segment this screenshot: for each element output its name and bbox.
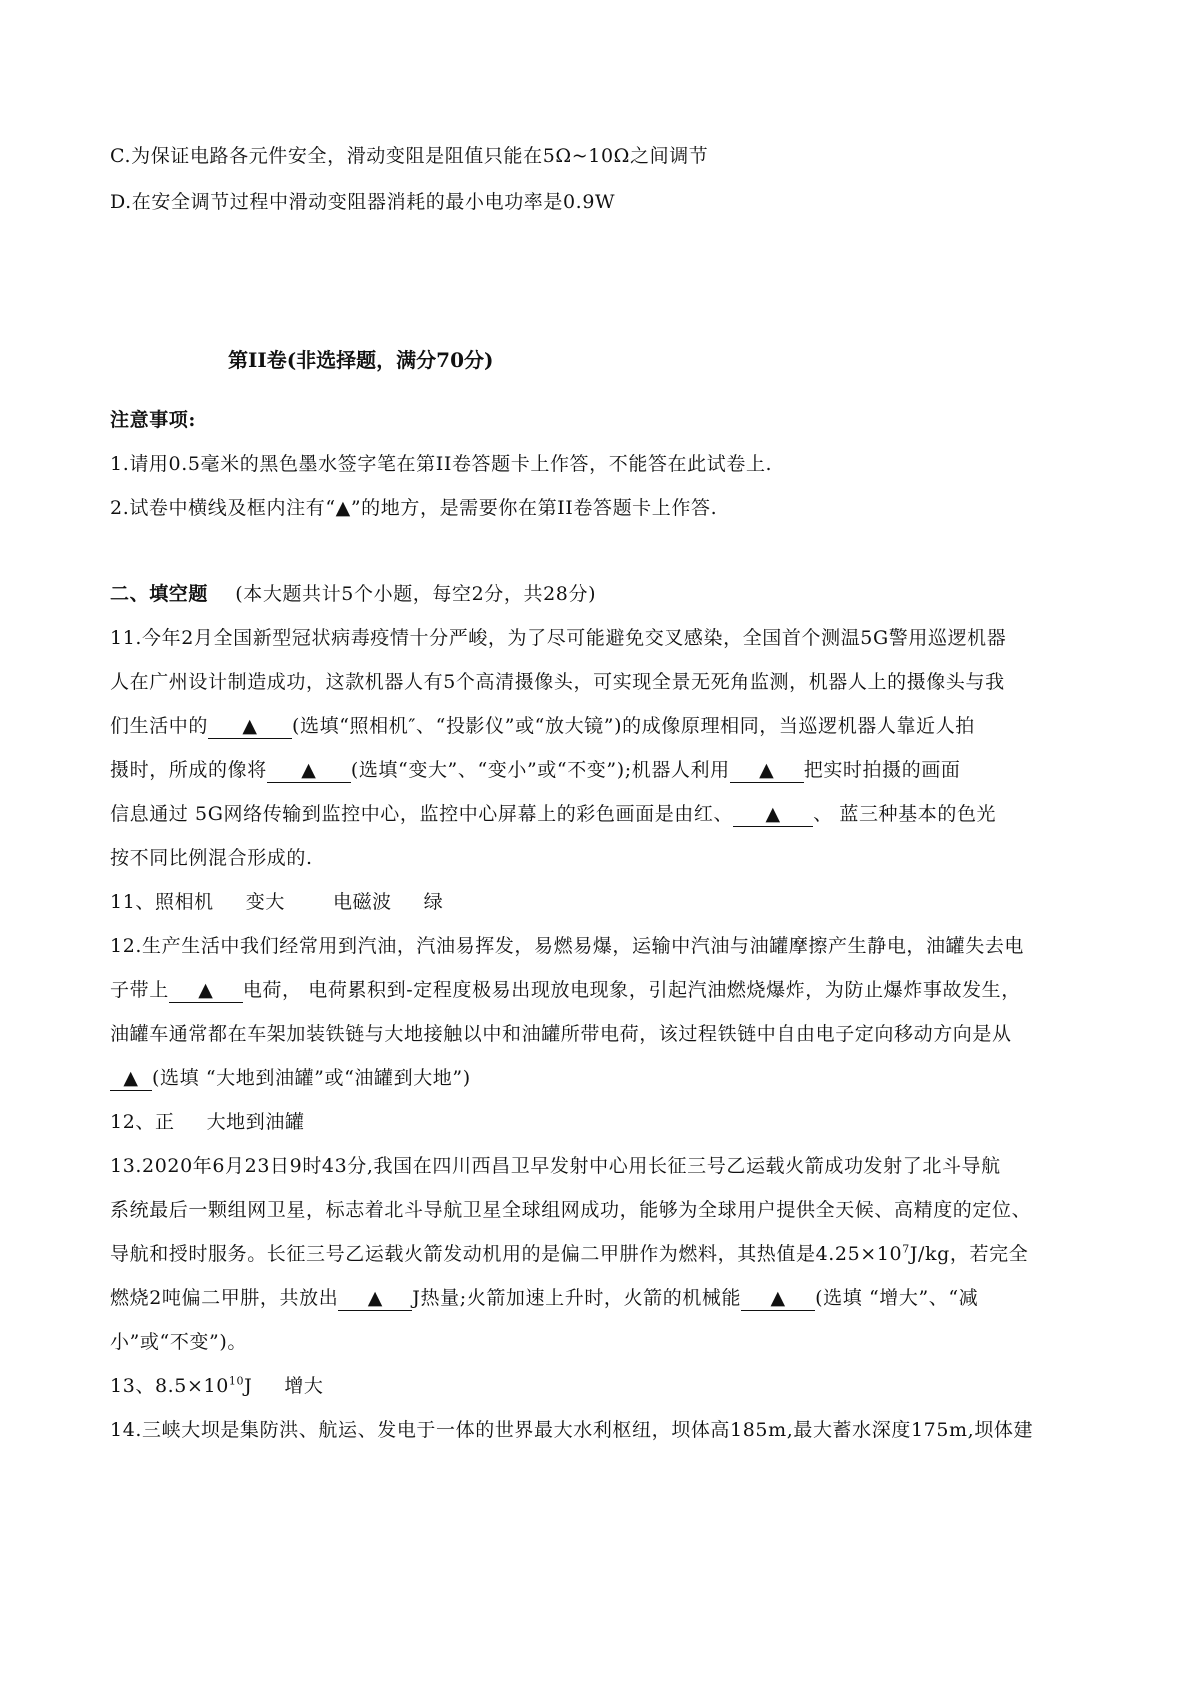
answer-text: 变大 [245, 891, 285, 913]
q12-text: 子带上 [110, 979, 169, 1001]
q11-text: (选填“变大”、“变小”或“不变”);机器人利用 [350, 759, 730, 781]
q11-text: 摄时，所成的像将 [110, 759, 267, 781]
answer-text: 绿 [423, 891, 444, 913]
answer-blank: ▲ [267, 758, 351, 783]
q13-text: (选填 “增大”、“减 [815, 1287, 979, 1309]
q11-line-3 [110, 712, 1100, 740]
answer-blank: ▲ [110, 1066, 152, 1091]
answer-blank: ▲ [208, 714, 292, 739]
q11-line-4 [110, 756, 1100, 784]
q12-line-4 [110, 1064, 1100, 1092]
note-item-1: 1.请用0.5毫米的黑色墨水签字笔在第II卷答题卡上作答，不能答在此试卷上. [110, 453, 773, 475]
q13-line-5: 小”或“不变”)。 [110, 1331, 247, 1353]
q11-text: 们生活中的 [110, 715, 209, 737]
q12-text: (选填 “大地到油罐”或“油罐到大地”) [152, 1067, 471, 1089]
q12-answers [110, 1108, 1100, 1136]
fill-section-heading: 二、填空题 [110, 583, 209, 605]
q11-answers [110, 888, 1100, 916]
q13-text: J热量;火箭加速上升时，火箭的机械能 [412, 1287, 742, 1309]
answer-blank: ▲ [169, 978, 243, 1003]
q11-text: 把实时拍摄的画面 [803, 759, 961, 781]
answer-text: 13、8.5×10 [110, 1375, 229, 1397]
q13-line-4 [110, 1284, 1100, 1312]
fill-section-desc: (本大题共计5个小题，每空2分，共28分) [235, 583, 597, 605]
q13-answers [110, 1372, 1100, 1400]
answer-text: 11、照相机 [110, 891, 214, 913]
answer-text: 增大 [284, 1375, 324, 1397]
option-c: C.为保证电路各元件安全，滑动变阻是阻值只能在5Ω~10Ω之间调节 [110, 145, 709, 167]
answer-blank: ▲ [338, 1286, 412, 1311]
answer-blank: ▲ [733, 802, 813, 827]
q11-line-6: 按不同比例混合形成的. [110, 847, 313, 869]
q11-line-5 [110, 800, 1100, 828]
q13-line-2: 系统最后一颗组网卫星，标志着北斗导航卫星全球组网成功，能够为全球用户提供全天候、高精度的定位、 [110, 1199, 1032, 1221]
section-title: 第II卷(非选择题，满分70分) [228, 348, 494, 372]
q12-line-1: 12.生产生活中我们经常用到汽油，汽油易挥发，易燃易爆，运输中汽油与油罐摩擦产生静电，油罐失去电 [110, 935, 1025, 957]
q12-line-3: 油罐车通常都在车架加装铁链与大地接触以中和油罐所带电荷，该过程铁链中自由电子定向移动方向是从 [110, 1023, 1012, 1045]
answer-blank: ▲ [730, 758, 804, 783]
q11-line-2: 人在广州设计制造成功，这款机器人有5个高清摄像头，可实现全景无死角监测，机器人上的摄像头与我 [110, 671, 1005, 693]
answer-text: 12、正 [110, 1111, 175, 1133]
exponent: 7 [902, 1242, 910, 1256]
q13-text: J/kg，若完全 [909, 1243, 1029, 1265]
q13-text: 导航和授时服务。长征三号乙运载火箭发动机用的是偏二甲肼作为燃料，其热值是4.25×10 [110, 1243, 903, 1265]
answer-text: 大地到油罐 [206, 1111, 305, 1133]
exponent: 10 [228, 1374, 245, 1388]
q11-text: 、 蓝三种基本的色光 [813, 803, 997, 825]
answer-text: 电磁波 [332, 891, 392, 913]
q11-text: (选填“照相机″、“投影仪”或“放大镜”)的成像原理相同，当巡逻机器人靠近人拍 [292, 715, 975, 737]
fill-section-header [110, 580, 1100, 608]
note-item-2: 2.试卷中横线及框内注有“▲”的地方，是需要你在第II卷答题卡上作答. [110, 497, 718, 519]
notes-heading: 注意事项: [110, 409, 197, 431]
q12-text: 电荷， 电荷累积到-定程度极易出现放电现象，引起汽油燃烧爆炸，为防止爆炸事故发生， [242, 979, 1021, 1001]
q13-line-1: 13.2020年6月23日9时43分,我国在四川西昌卫早发射中心用长征三号乙运载火箭成功发射了北斗导航 [110, 1155, 1001, 1177]
q13-line-3 [110, 1240, 1100, 1268]
answer-text: J [244, 1375, 253, 1397]
q14-line-1: 14.三峡大坝是集防洪、航运、发电于一体的世界最大水利枢纽，坝体高185m,最大蓄水深度175m,坝体建 [110, 1419, 1034, 1441]
answer-blank: ▲ [741, 1286, 815, 1311]
q12-line-2 [110, 976, 1100, 1004]
q11-line-1: 11.今年2月全国新型冠状病毒疫情十分严峻，为了尽可能避免交叉感染，全国首个测温5G警用巡逻机器 [110, 627, 1007, 649]
q11-text: 信息通过 5G网络传输到监控中心，监控中心屏幕上的彩色画面是由红、 [110, 803, 734, 825]
option-d: D.在安全调节过程中滑动变阻器消耗的最小电功率是0.9W [110, 191, 616, 213]
q13-text: 燃烧2吨偏二甲肼，共放出 [110, 1287, 339, 1309]
